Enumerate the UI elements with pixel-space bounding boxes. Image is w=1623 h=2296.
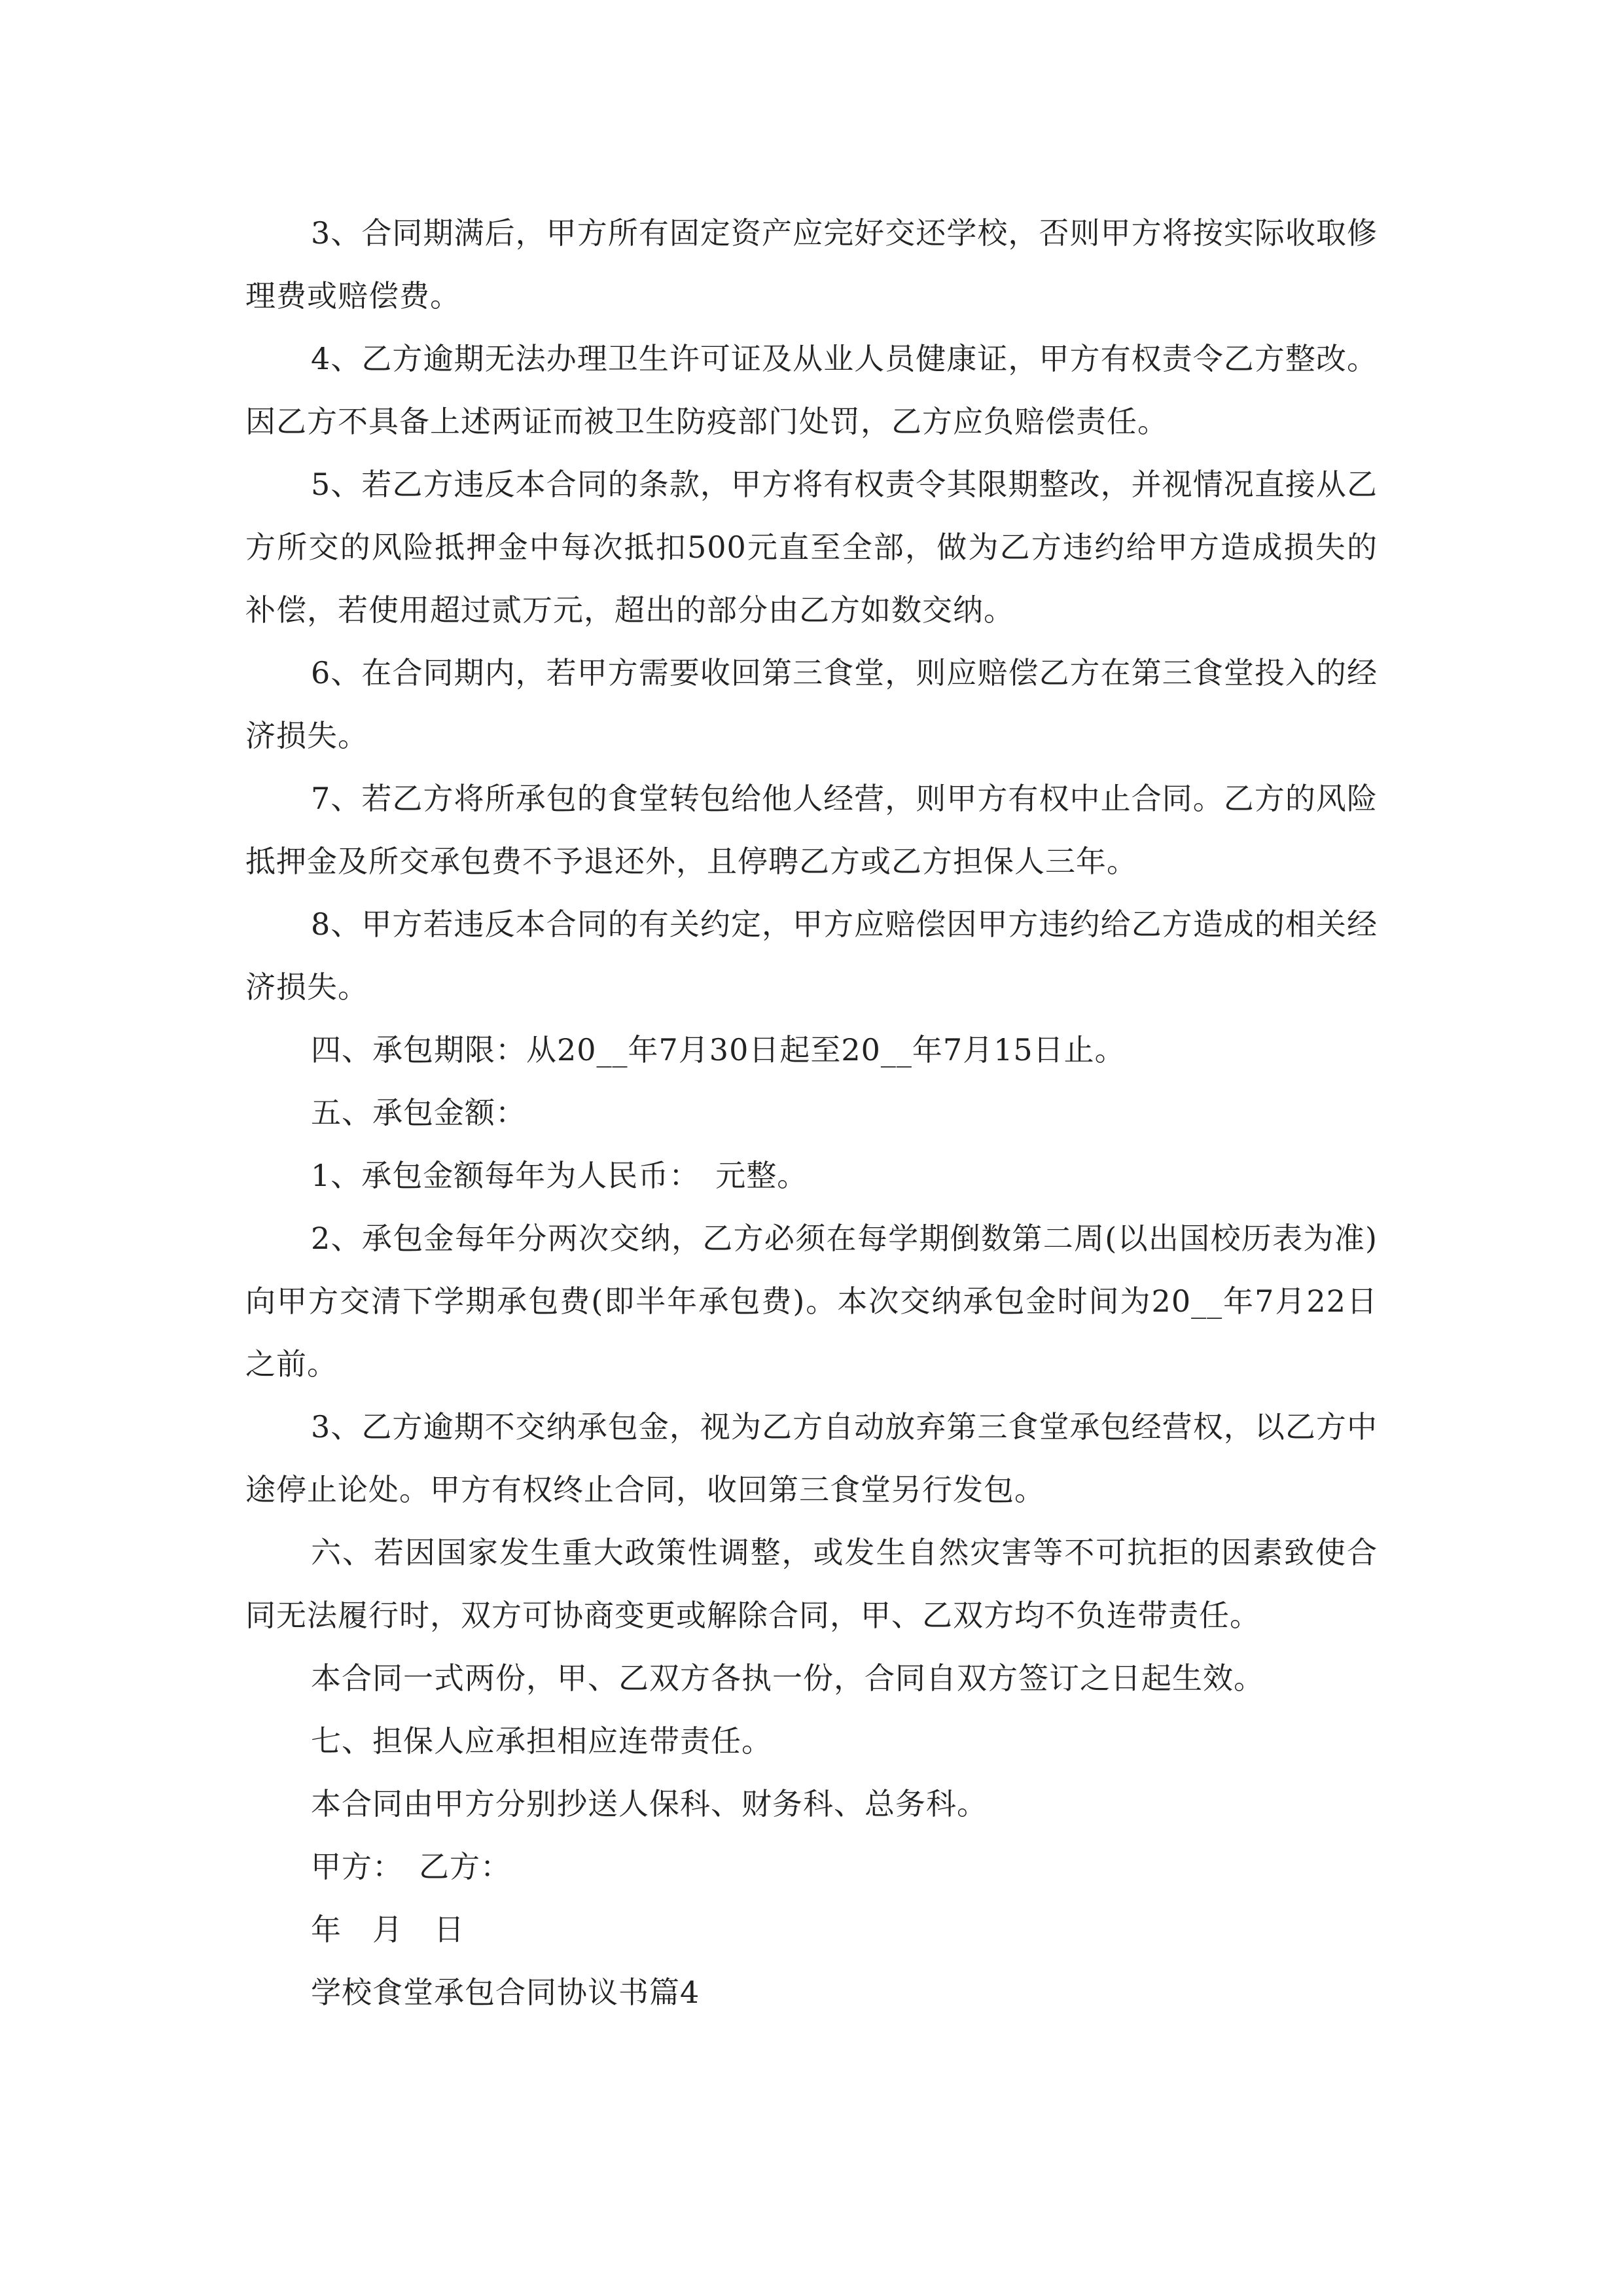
section-4-contract-term: 四、承包期限：从20__年7月30日起至20__年7月15日止。	[311, 1032, 1126, 1067]
clause-8-party-a-breach: 8、甲方若违反本合同的有关约定，甲方应赔偿因甲方违约给乙方造成的相关经济损失。	[245, 906, 1378, 1005]
clause-4-health-permit: 4、乙方逾期无法办理卫生许可证及从业人员健康证，甲方有权责令乙方整改。因乙方不具备上述两证而被卫生防疫部门处罚，乙方应负赔偿责任。	[245, 341, 1378, 439]
copies-clause: 本合同一式两份，甲、乙双方各执一份，合同自双方签订之日起生效。	[311, 1660, 1264, 1696]
amount-clause-1: 1、承包金额每年为人民币： 元整。	[311, 1158, 808, 1193]
clause-5-breach-penalty: 5、若乙方违反本合同的条款，甲方将有权责令其限期整改，并视情况直接从乙方所交的风险抵押金中每次抵扣500元直至全部，做为乙方违约给甲方造成损失的补偿，若使用超过贰万元，超出的部分由乙方如数交纳。	[245, 467, 1378, 628]
clause-3-asset-return: 3、合同期满后，甲方所有固定资产应完好交还学校，否则甲方将按实际收取修理费或赔偿费。	[245, 215, 1378, 314]
clause-6-canteen-recall: 6、在合同期内，若甲方需要收回第三食堂，则应赔偿乙方在第三食堂投入的经济损失。	[245, 655, 1378, 753]
date-line: 年 月 日	[311, 1912, 465, 1947]
signature-line: 甲方： 乙方：	[311, 1849, 511, 1884]
document-body	[245, 202, 1378, 2024]
clause-7-subcontract: 7、若乙方将所承包的食堂转包给他人经营，则甲方有权中止合同。乙方的风险抵押金及所交承包费不予退还外，且停聘乙方或乙方担保人三年。	[245, 781, 1378, 879]
section-7-guarantor: 七、担保人应承担相应连带责任。	[311, 1723, 772, 1759]
section-5-heading: 五、承包金额：	[311, 1095, 526, 1130]
amount-clause-3: 3、乙方逾期不交纳承包金，视为乙方自动放弃第三食堂承包经营权，以乙方中途停止论处。甲方有权终止合同，收回第三食堂另行发包。	[245, 1409, 1378, 1507]
next-section-heading: 学校食堂承包合同协议书篇4	[311, 1975, 700, 2010]
amount-clause-2: 2、承包金每年分两次交纳，乙方必须在每学期倒数第二周(以出国校历表为准)向甲方交清下学期承包费(即半年承包费)。本次交纳承包金时间为20__年7月22日之前。	[245, 1221, 1378, 1382]
section-6-force-majeure: 六、若因国家发生重大政策性调整，或发生自然灾害等不可抗拒的因素致使合同无法履行时，双方可协商变更或解除合同，甲、乙双方均不负连带责任。	[245, 1535, 1378, 1633]
distribution-clause: 本合同由甲方分别抄送人保科、财务科、总务科。	[311, 1786, 988, 1821]
